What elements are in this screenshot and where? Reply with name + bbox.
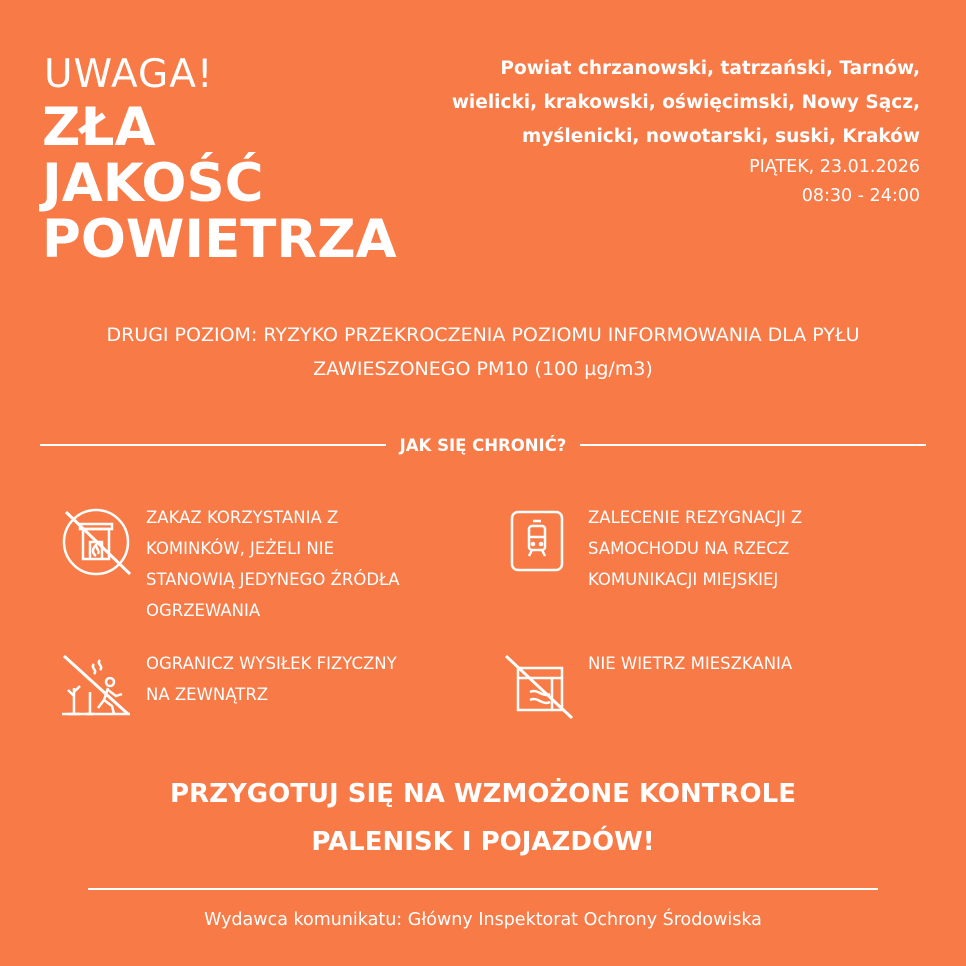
publisher-note: Wydawca komunikatu: Główny Inspektorat Ochrony Środowiska (204, 910, 762, 930)
regions-line-1: Powiat chrzanowski, tatrzański, Tarnów, (500, 58, 920, 79)
level-line-1: DRUGI POZIOM: RYZYKO PRZEKROCZENIA POZIOMU INFORMOWANIA DLA PYŁU (106, 324, 860, 346)
tip-fireplace-line-1: ZAKAZ KORZYSTANIA Z (146, 508, 339, 527)
section-title: JAK SIĘ CHRONIĆ? (399, 435, 567, 455)
divider-line-left (40, 444, 386, 446)
no-fireplace-icon (60, 506, 136, 582)
title-line-3: POWIETRZA (42, 209, 397, 270)
tip-ventilation-line-1: NIE WIETRZ MIESZKANIA (588, 654, 793, 673)
tip-public-transport-text (588, 502, 802, 595)
cta-line-2: PALENISK I POJAZDÓW! (311, 827, 655, 857)
tip-transport-line-1: ZALECENIE REZYGNACJI Z (588, 508, 803, 527)
tip-fireplace (60, 506, 480, 626)
cta-line-1: PRZYGOTUJ SIĘ NA WZMOŻONE KONTROLE (170, 779, 796, 809)
title-line-1: ZŁA (42, 97, 156, 158)
alert-label: UWAGA! (44, 52, 214, 97)
divider-line-right (580, 444, 926, 446)
tip-fireplace-line-3: STANOWIĄ JEDYNEGO ŹRÓDŁA (146, 570, 400, 589)
tip-activity-line-2: NA ZEWNĄTRZ (146, 685, 269, 704)
tip-fireplace-line-2: KOMINKÓW, JEŻELI NIE (146, 539, 335, 558)
tram-icon (502, 506, 578, 582)
footer-divider (88, 888, 878, 890)
alert-datetime (749, 153, 920, 211)
regions-list (452, 52, 920, 154)
tip-fireplace-line-4: OGRZEWANIA (146, 601, 261, 620)
page-title (42, 97, 397, 270)
no-running-icon (60, 652, 136, 728)
tip-public-transport (502, 506, 922, 595)
level-line-2: ZAWIESZONEGO PM10 (100 µg/m3) (313, 358, 653, 380)
tip-fireplace-text (146, 502, 400, 626)
tip-physical-activity (60, 652, 480, 728)
alert-level-description (30, 318, 936, 386)
tip-physical-activity-text (146, 648, 397, 710)
regions-line-2: wielicki, krakowski, oświęcimski, Nowy Sącz, (451, 92, 920, 113)
tip-transport-line-2: SAMOCHODU NA RZECZ (588, 539, 790, 558)
alert-time: 08:30 - 24:00 (801, 186, 920, 206)
tip-activity-line-1: OGRANICZ WYSIŁEK FIZYCZNY (146, 654, 397, 673)
call-to-action (60, 770, 906, 866)
no-window-icon (502, 652, 578, 728)
alert-date: PIĄTEK, 23.01.2026 (749, 157, 920, 177)
title-line-2: JAKOŚĆ (42, 153, 264, 214)
tip-ventilation-text (588, 648, 792, 679)
tip-ventilation (502, 652, 922, 728)
section-divider (40, 432, 926, 458)
regions-line-3: myślenicki, nowotarski, suski, Kraków (522, 126, 920, 147)
tip-transport-line-3: KOMUNIKACJI MIEJSKIEJ (588, 570, 779, 589)
